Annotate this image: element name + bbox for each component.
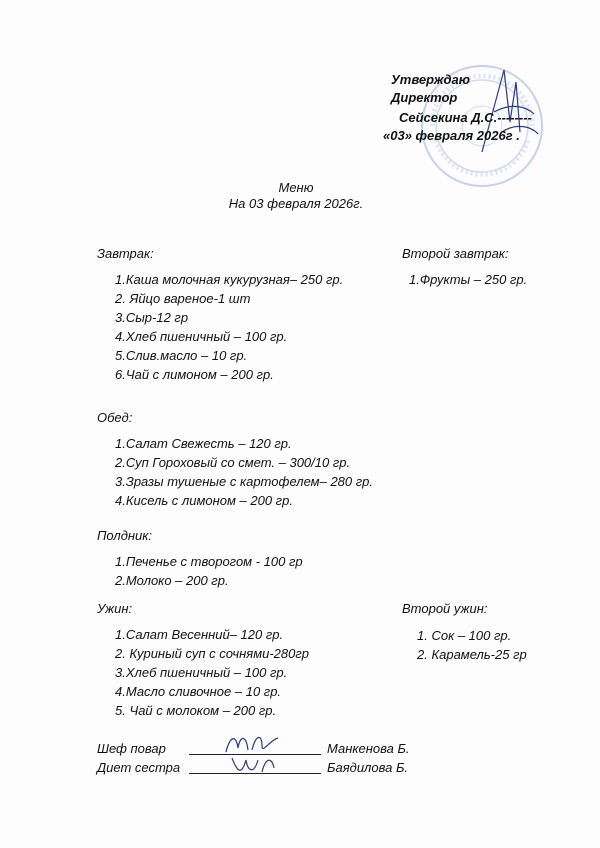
menu-date: На 03 февраля 2026г. xyxy=(228,196,364,211)
dinner-list xyxy=(115,625,309,720)
list-item: 2.Суп Гороховый со смет. – 300/10 гр. xyxy=(115,455,351,470)
director-name: Сейсекина Д.С.-------- xyxy=(399,110,532,125)
director-position: Директор xyxy=(391,90,458,105)
nurse-signature xyxy=(228,752,278,778)
list-item: 2. Карамель-25 гр xyxy=(417,647,527,662)
snack-list xyxy=(115,552,303,590)
list-item: 1.Каша молочная кукурузная– 250 гр. xyxy=(115,272,344,287)
snack-heading: Полдник: xyxy=(97,528,153,543)
breakfast-heading: Завтрак: xyxy=(97,246,154,261)
list-item: 1. Сок – 100 гр. xyxy=(417,628,512,643)
list-item: 3.Хлеб пшеничный – 100 гр. xyxy=(115,665,288,680)
chef-name: Манкенова Б. xyxy=(327,741,410,756)
breakfast-list xyxy=(115,270,343,384)
list-item: 4.Кисель с лимоном – 200 гр. xyxy=(115,493,293,508)
list-item: 2.Молоко – 200 гр. xyxy=(115,573,229,588)
lunch-heading: Обед: xyxy=(97,410,133,425)
second-breakfast-heading: Второй завтрак: xyxy=(402,246,509,261)
list-item: 1.Печенье с творогом - 100 гр xyxy=(115,554,303,569)
chef-label: Шеф повар xyxy=(97,741,166,756)
list-item: 5. Чай с молоком – 200 гр. xyxy=(115,703,277,718)
list-item: 2. Яйцо вареное-1 шт xyxy=(115,291,251,306)
list-item: 3.Зразы тушеные с картофелем– 280 гр. xyxy=(115,474,373,489)
menu-title: Меню xyxy=(278,180,314,195)
second-breakfast-list xyxy=(409,270,527,289)
list-item: 6.Чай с лимоном – 200 гр. xyxy=(115,367,274,382)
nurse-label: Диет сестра xyxy=(97,760,181,775)
list-item: 1.Салат Свежесть – 120 гр. xyxy=(115,436,292,451)
dinner-heading: Ужин: xyxy=(97,601,133,616)
list-item: 4.Хлеб пшеничный – 100 гр. xyxy=(115,329,288,344)
approval-date: «03» февраля 2026г . xyxy=(383,128,520,143)
list-item: 4.Масло сливочное – 10 гр. xyxy=(115,684,282,699)
list-item: 1.Салат Весенний– 120 гр. xyxy=(115,627,284,642)
second-dinner-heading: Второй ужин: xyxy=(402,601,488,616)
second-dinner-list xyxy=(417,626,527,664)
list-item: 1.Фрукты – 250 гр. xyxy=(409,272,528,287)
list-item: 2. Куриный суп с сочнями-280гр xyxy=(115,646,309,661)
list-item: 3.Сыр-12 гр xyxy=(115,310,189,325)
nurse-name: Баядилова Б. xyxy=(327,760,409,775)
approve-label: Утверждаю xyxy=(391,72,470,87)
lunch-list xyxy=(115,434,373,510)
list-item: 5.Слив.масло – 10 гр. xyxy=(115,348,248,363)
